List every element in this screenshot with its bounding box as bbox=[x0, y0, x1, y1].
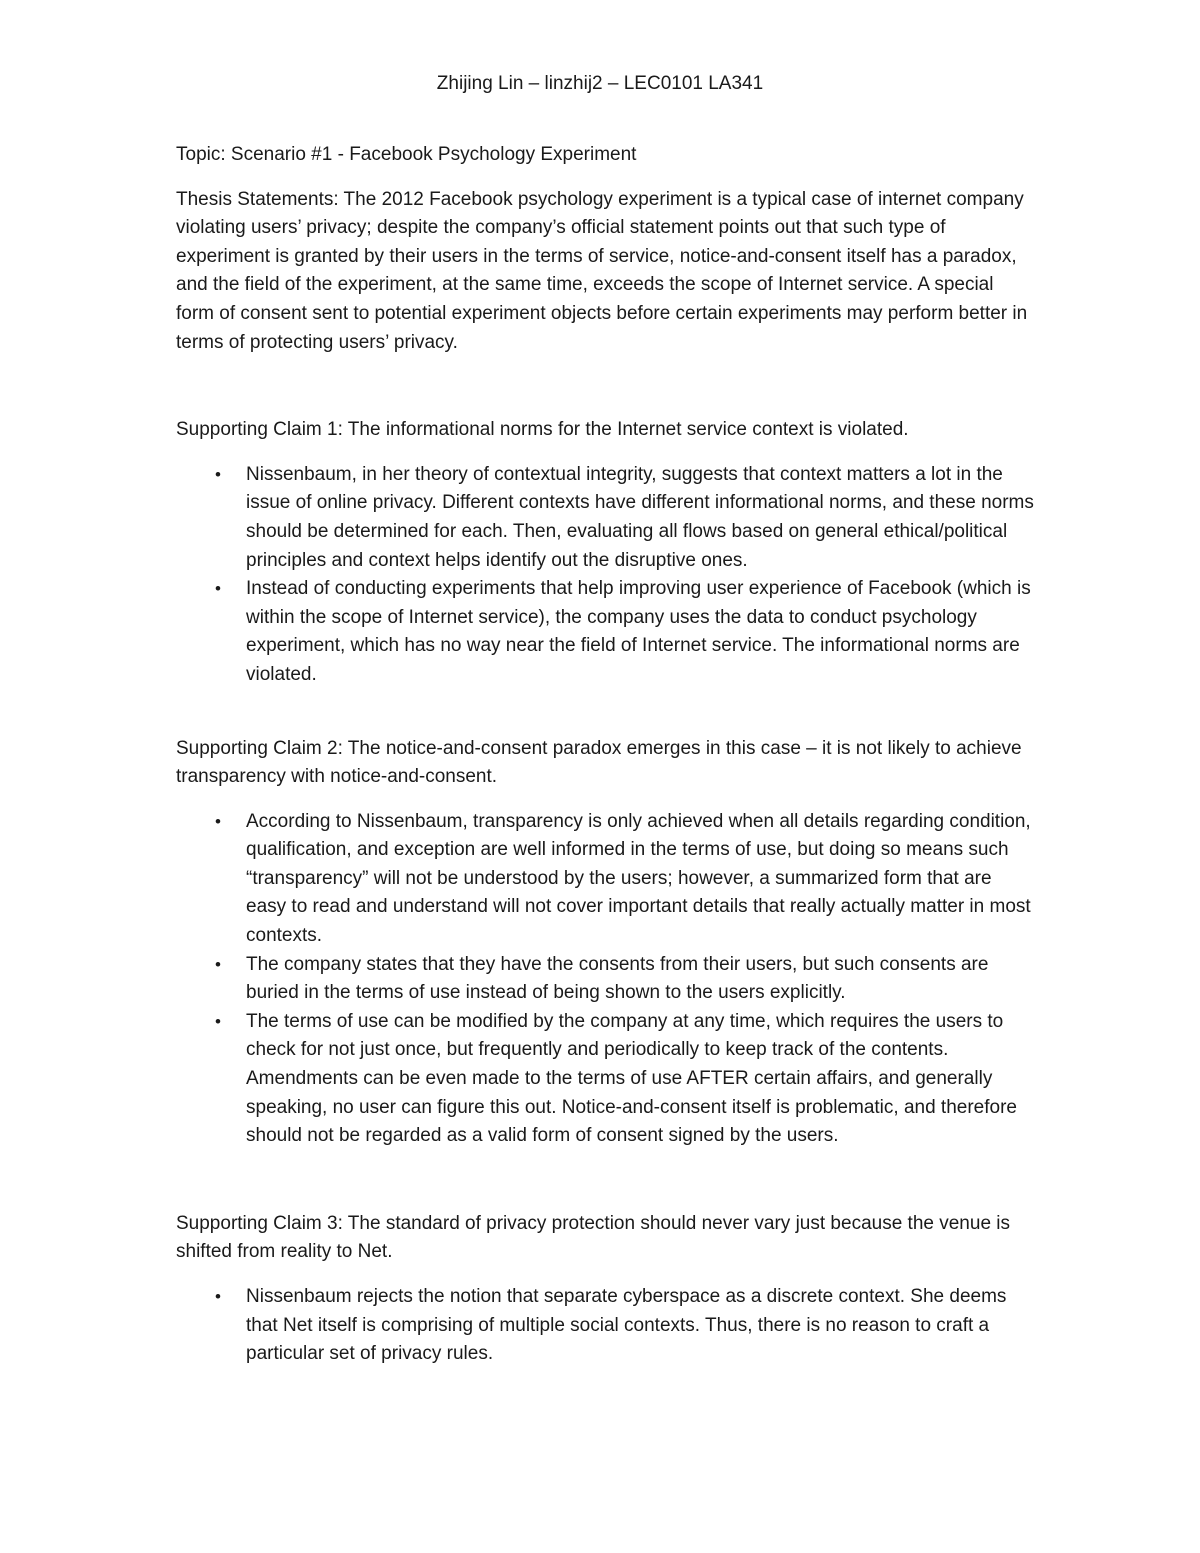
bullet-icon: • bbox=[215, 1287, 221, 1306]
bullet-list bbox=[176, 461, 1036, 690]
claim-heading: Supporting Claim 2: The notice-and-consent paradox emerges in this case – it is not likely to achieve transparency with notice-and-consent. bbox=[176, 737, 1022, 788]
list-item-text: Instead of conducting experiments that help improving user experience of Facebook (which is within the scope of Internet service), the company uses the data to conduct psychology experiment, which has no way near the field of Internet service. The informational norms are violated. bbox=[246, 578, 1031, 685]
list-item bbox=[176, 461, 1036, 575]
claim-heading: Supporting Claim 1: The informational norms for the Internet service context is violated. bbox=[176, 419, 909, 441]
list-item-text: Nissenbaum rejects the notion that separate cyberspace as a discrete context. She deems that Net itself is comprising of multiple social contexts. Thus, there is no reason to craft a particular set of privacy rules. bbox=[246, 1286, 1007, 1365]
bullet-icon: • bbox=[215, 464, 221, 484]
bullet-icon: • bbox=[215, 1011, 221, 1031]
bullet-icon: • bbox=[215, 579, 221, 599]
list-item bbox=[176, 575, 1036, 689]
list-item-text: The company states that they have the consents from their users, but such consents are buried in the terms of use instead of being shown to the users explicitly. bbox=[246, 953, 989, 1004]
bullet-list bbox=[176, 808, 1036, 1151]
spacer bbox=[176, 1151, 1036, 1210]
list-item bbox=[176, 808, 1036, 951]
supporting-claim-2 bbox=[176, 735, 1036, 1151]
thesis-statement: Thesis Statements: The 2012 Facebook psychology experiment is a typical case of internet company violating users’ privacy; despite the company’s official statement points out that such type of experiment is granted by their users in the terms of service, notice-and-consent itself has a paradox, and the field of the experiment, at the same time, exceeds the scope of Internet service. A special form of consent sent to potential experiment objects before certain experiments may perform better in terms of protecting users’ privacy. bbox=[176, 188, 1028, 353]
spacer bbox=[176, 445, 1036, 461]
bullet-icon: • bbox=[215, 954, 221, 974]
bullet-icon: • bbox=[215, 811, 221, 831]
list-item-text: Nissenbaum, in her theory of contextual integrity, suggests that context matters a lot in the issue of online privacy. Different contexts have different informational norms, and these norms should be determined for each. Then, evaluating all flows based on general ethical/political principles and context helps identify out the disruptive ones. bbox=[246, 463, 1034, 571]
document-body bbox=[176, 141, 1036, 1369]
list-item bbox=[176, 951, 1036, 1008]
topic-line: Topic: Scenario #1 - Facebook Psychology Experiment bbox=[176, 144, 637, 165]
list-item-text: The terms of use can be modified by the company at any time, which requires the users to check for not just once, but frequently and periodically to keep track of the contents. Amendments can be even made to the terms of use AFTER certain affairs, and generally speaking, no user can figure this out. Notice-and-consent itself is problematic, and therefore should not be regarded as a valid form of consent signed by the users. bbox=[246, 1010, 1017, 1147]
list-item-text: According to Nissenbaum, transparency is only achieved when all details regarding condition, qualification, and exception are well informed in the terms of use, but doing so means such “transparency” will not be understood by the users; however, a summarized form that are easy to read and understand will not cover important details that really actually matter in most contexts. bbox=[246, 810, 1031, 947]
spacer bbox=[176, 1267, 1036, 1283]
supporting-claim-3 bbox=[176, 1210, 1036, 1369]
claim-heading: Supporting Claim 3: The standard of privacy protection should never vary just because the venue is shifted from reality to Net. bbox=[176, 1212, 1011, 1263]
spacer bbox=[176, 690, 1036, 735]
page-header: Zhijing Lin – linzhij2 – LEC0101 LA341 bbox=[436, 73, 764, 94]
bullet-list bbox=[176, 1283, 1036, 1369]
supporting-claim-1 bbox=[176, 416, 1036, 689]
spacer bbox=[176, 792, 1036, 808]
list-item bbox=[176, 1008, 1036, 1151]
list-item bbox=[176, 1283, 1036, 1369]
spacer bbox=[176, 357, 1036, 416]
